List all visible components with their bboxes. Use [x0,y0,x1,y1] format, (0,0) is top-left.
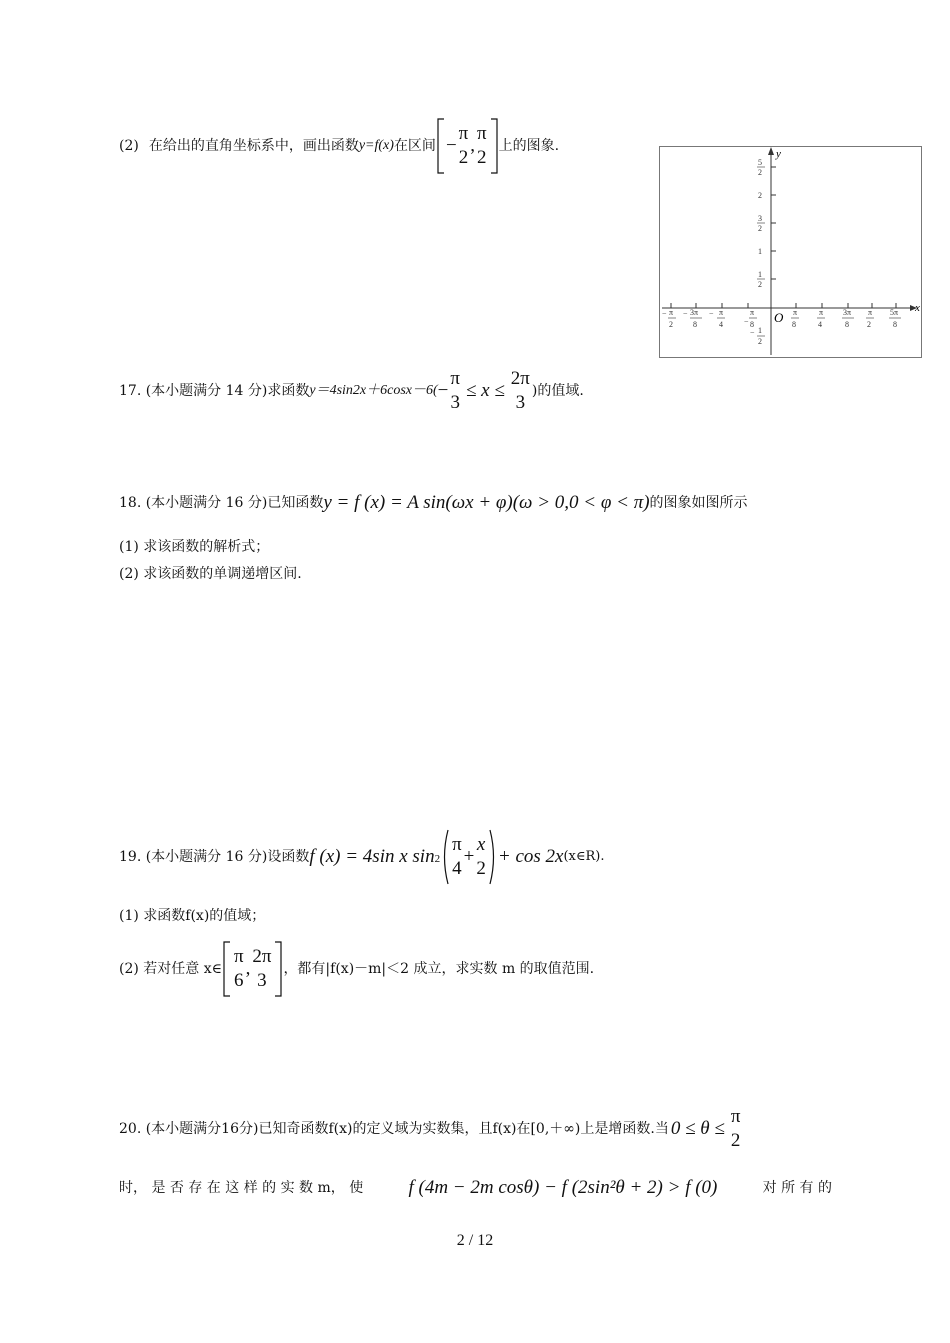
q19-formula-b: + cos 2x [497,846,564,867]
svg-text:π: π [793,308,798,317]
q18-sub1: (1) 求该函数的解析式； [119,539,270,555]
left-paren-icon [440,828,450,886]
q17-suffix: )的值域. [531,383,584,399]
y-axis-label: y [776,148,781,160]
coordinate-grid [659,146,922,358]
q18-prefix: 18. (本小题满分 16 分)已知函数 [119,495,324,511]
q16-func: y=f(x) [358,138,394,153]
svg-text:8: 8 [845,320,849,329]
q20-line2-a: 时， 是 否 存 在 这 样 的 实 数 m， 使 [119,1180,364,1196]
svg-text:−: − [662,309,667,318]
svg-text:8: 8 [750,320,754,329]
svg-text:−: − [744,317,749,326]
x-axis-label: x [915,302,920,314]
q19-sub2-frac-right: 2π 3 [252,946,272,991]
svg-text:−: − [750,328,755,337]
q16-text-mid: 在区间 [393,138,436,154]
q17-frac-left: π 3 [450,368,460,413]
q19-sub2: (2) 若对任意 x∈ π 6 , 2π 3 ，都有|f(x)－m|＜2 成立，求实数 m 的取值范围. [119,940,594,998]
q17-func: y＝4sin2x＋6cosx－6( [309,383,438,398]
q16-minus: − [445,135,457,156]
question-20 [119,1100,742,1158]
origin-label: O [774,310,784,325]
q18-sub2: (2) 求该函数的单调递增区间. [119,566,302,582]
q18-suffix: 的图象如图所示 [649,495,748,511]
svg-text:8: 8 [792,320,796,329]
svg-text:−: − [683,309,688,318]
q19-sub2-b: ，都有|f(x)－m|＜2 成立，求实数 m 的取值范围. [283,961,595,977]
svg-text:3π: 3π [690,308,699,317]
svg-text:−: − [709,309,714,318]
q19-frac1: π 4 [452,834,462,879]
q19-sup: 2 [434,853,441,865]
q19-sub2-frac-left: π 6 [234,946,244,991]
svg-text:4: 4 [818,320,822,329]
q19-formula-a: f (x) = 4sin x sin [309,846,435,867]
q17-ineq: ≤ x ≤ [465,380,505,401]
q19-domain: (x∈R). [563,849,605,864]
svg-text:2: 2 [758,224,762,233]
q17-frac-right: 2π 3 [510,368,530,413]
q20-frac: π 2 [730,1106,741,1151]
svg-text:3: 3 [758,214,762,223]
svg-text:4: 4 [719,320,723,329]
q19-frac2: x 2 [476,834,486,879]
q16-interval: − π 2 , π 2 [436,118,499,174]
svg-text:π: π [819,308,824,317]
q16-part2-text: 在给出的直角坐标系中，画出函数 [148,138,359,154]
svg-text:1: 1 [758,326,762,335]
svg-text:π: π [750,308,755,317]
q16-part2 [119,116,559,176]
svg-text:π: π [868,308,873,317]
coordinate-axes [660,147,921,357]
q20-cond: 0 ≤ θ ≤ [670,1118,725,1139]
svg-text:8: 8 [893,320,897,329]
q19-plus: + [463,846,475,867]
svg-text:2: 2 [758,280,762,289]
q16-frac-right: π 2 [477,123,487,168]
q20-line2-formula: f (4m − 2m cosθ) − f (2sin²θ + 2) > f (0) [408,1177,718,1198]
left-bracket-icon [222,941,232,997]
svg-text:2: 2 [669,320,673,329]
q18-formula: y = f (x) = A sin(ωx + φ)(ω > 0,0 < φ < π) [323,492,650,513]
svg-text:2: 2 [758,168,762,177]
svg-text:3π: 3π [843,308,852,317]
q20-prefix: 20. (本小题满分16分)已知奇函数f(x)的定义域为实数集，且f(x)在[0,＋∞)上是增函数.当 [119,1121,669,1137]
question-17 [119,362,584,420]
svg-text:π: π [719,308,724,317]
svg-text:5π: 5π [890,308,899,317]
svg-text:1: 1 [758,270,762,279]
svg-text:2: 2 [758,191,762,200]
svg-text:π: π [669,308,674,317]
svg-text:2: 2 [867,320,871,329]
svg-text:5: 5 [758,158,762,167]
svg-text:2: 2 [758,337,762,346]
right-bracket-icon [489,118,499,174]
q20-line2-b: 对 所 有 的 [762,1180,832,1196]
svg-text:1: 1 [758,247,762,256]
q19-sub1: (1) 求函数f(x)的值域； [119,908,266,924]
right-paren-icon [488,828,498,886]
q17-minus: − [437,380,449,401]
question-18 [119,490,748,516]
right-bracket-icon [273,941,283,997]
q16-frac-left: π 2 [458,123,469,168]
q19-sub2-a: (2) 若对任意 x∈ [119,961,222,977]
q17-prefix: 17. (本小题满分 14 分)求函数 [119,383,310,399]
q16-part2-label: (2) [119,138,139,154]
q20-line2 [119,1175,832,1201]
page-number: 2 / 12 [456,1232,494,1249]
left-bracket-icon [436,118,446,174]
question-19 [119,826,605,888]
svg-text:8: 8 [693,320,697,329]
q19-prefix: 19. (本小题满分 16 分)设函数 [119,849,310,865]
q16-text-after: 上的图象. [498,138,560,154]
